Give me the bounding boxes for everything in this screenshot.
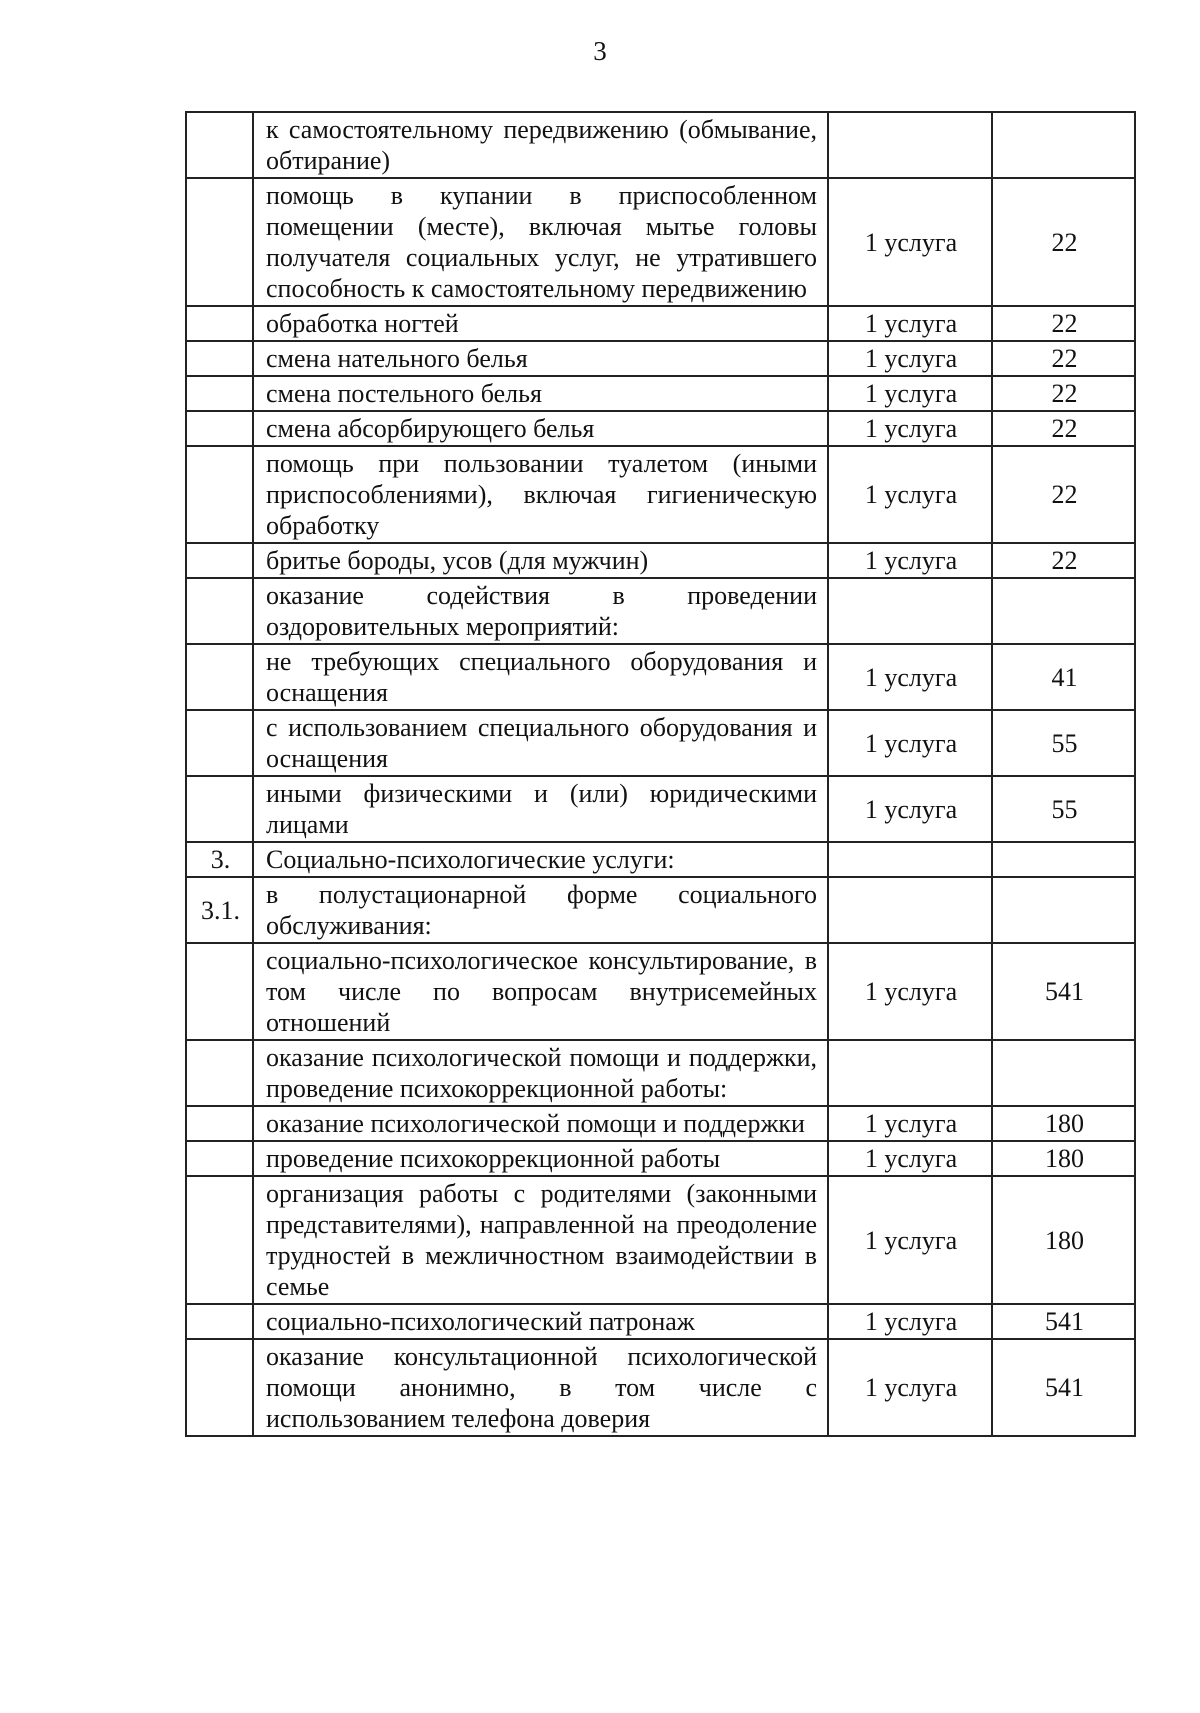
table-row [186, 1339, 1135, 1436]
service-name-cell: социально-психологическое консультирование, в том числе по вопросам внутрисемейных отношений [253, 943, 828, 1040]
row-number-cell [186, 341, 253, 376]
table-row [186, 1141, 1135, 1176]
price-cell: 541 [992, 1304, 1135, 1339]
table-row [186, 644, 1135, 710]
table-row [186, 1040, 1135, 1106]
unit-cell: 1 услуга [828, 1141, 992, 1176]
table-row [186, 112, 1135, 178]
services-table-body [186, 112, 1135, 1436]
table-row [186, 1106, 1135, 1141]
unit-cell: 1 услуга [828, 306, 992, 341]
row-number-cell [186, 1141, 253, 1176]
service-name-cell: обработка ногтей [253, 306, 828, 341]
service-name-cell: организация работы с родителями (законными представителями), направленной на преодоление трудностей в межличностном взаимодействии в семье [253, 1176, 828, 1304]
unit-cell: 1 услуга [828, 376, 992, 411]
table-row [186, 411, 1135, 446]
row-number-cell [186, 411, 253, 446]
service-name-cell: оказание психологической помощи и поддержки [253, 1106, 828, 1141]
row-number-cell [186, 644, 253, 710]
service-name-cell: смена постельного белья [253, 376, 828, 411]
table-row [186, 877, 1135, 943]
unit-cell: 1 услуга [828, 710, 992, 776]
price-cell [992, 842, 1135, 877]
table-row [186, 1176, 1135, 1304]
unit-cell: 1 услуга [828, 1106, 992, 1141]
row-number-cell [186, 776, 253, 842]
table-row [186, 842, 1135, 877]
service-name-cell: проведение психокоррекционной работы [253, 1141, 828, 1176]
service-name-cell: смена абсорбирующего белья [253, 411, 828, 446]
row-number-cell [186, 446, 253, 543]
row-number-cell [186, 376, 253, 411]
unit-cell [828, 842, 992, 877]
price-cell [992, 1040, 1135, 1106]
unit-cell: 1 услуга [828, 543, 992, 578]
row-number-cell: 3. [186, 842, 253, 877]
row-number-cell [186, 1304, 253, 1339]
service-name-cell: помощь в купании в приспособленном помещении (месте), включая мытье головы получателя социальных услуг, не утратившего способность к самостоятельному передвижению [253, 178, 828, 306]
service-name-cell: Социально-психологические услуги: [253, 842, 828, 877]
price-cell: 22 [992, 178, 1135, 306]
unit-cell: 1 услуга [828, 943, 992, 1040]
unit-cell: 1 услуга [828, 1339, 992, 1436]
unit-cell: 1 услуга [828, 1304, 992, 1339]
unit-cell: 1 услуга [828, 776, 992, 842]
row-number-cell [186, 1176, 253, 1304]
unit-cell: 1 услуга [828, 644, 992, 710]
table-row [186, 943, 1135, 1040]
price-cell: 22 [992, 306, 1135, 341]
table-row [186, 1304, 1135, 1339]
service-name-cell: помощь при пользовании туалетом (иными приспособлениями), включая гигиеническую обработку [253, 446, 828, 543]
table-row [186, 543, 1135, 578]
price-cell [992, 877, 1135, 943]
unit-cell: 1 услуга [828, 446, 992, 543]
price-cell: 22 [992, 411, 1135, 446]
table-row [186, 776, 1135, 842]
service-name-cell: иными физическими и (или) юридическими лицами [253, 776, 828, 842]
row-number-cell [186, 578, 253, 644]
table-row [186, 341, 1135, 376]
row-number-cell [186, 1339, 253, 1436]
unit-cell [828, 112, 992, 178]
table-row [186, 306, 1135, 341]
unit-cell: 1 услуга [828, 411, 992, 446]
row-number-cell [186, 1040, 253, 1106]
service-name-cell: с использованием специального оборудования и оснащения [253, 710, 828, 776]
price-cell: 22 [992, 341, 1135, 376]
service-name-cell: оказание консультационной психологической помощи анонимно, в том числе с использованием телефона доверия [253, 1339, 828, 1436]
services-table [185, 111, 1136, 1437]
price-cell: 22 [992, 543, 1135, 578]
price-cell: 41 [992, 644, 1135, 710]
unit-cell [828, 578, 992, 644]
price-cell: 22 [992, 376, 1135, 411]
page-number: 3 [593, 36, 607, 66]
unit-cell: 1 услуга [828, 178, 992, 306]
price-cell: 55 [992, 710, 1135, 776]
row-number-cell: 3.1. [186, 877, 253, 943]
row-number-cell [186, 943, 253, 1040]
service-name-cell: смена нательного белья [253, 341, 828, 376]
row-number-cell [186, 543, 253, 578]
price-cell: 180 [992, 1176, 1135, 1304]
unit-cell [828, 877, 992, 943]
price-cell: 22 [992, 446, 1135, 543]
unit-cell: 1 услуга [828, 341, 992, 376]
table-row [186, 376, 1135, 411]
service-name-cell: социально-психологический патронаж [253, 1304, 828, 1339]
price-cell: 55 [992, 776, 1135, 842]
table-row [186, 178, 1135, 306]
row-number-cell [186, 1106, 253, 1141]
service-name-cell: в полустационарной форме социального обслуживания: [253, 877, 828, 943]
service-name-cell: к самостоятельному передвижению (обмывание, обтирание) [253, 112, 828, 178]
price-cell [992, 112, 1135, 178]
row-number-cell [186, 306, 253, 341]
service-name-cell: не требующих специального оборудования и оснащения [253, 644, 828, 710]
row-number-cell [186, 112, 253, 178]
row-number-cell [186, 710, 253, 776]
service-name-cell: оказание содействия в проведении оздоровительных мероприятий: [253, 578, 828, 644]
unit-cell: 1 услуга [828, 1176, 992, 1304]
price-cell: 541 [992, 943, 1135, 1040]
price-cell [992, 578, 1135, 644]
service-name-cell: бритье бороды, усов (для мужчин) [253, 543, 828, 578]
price-cell: 541 [992, 1339, 1135, 1436]
table-row [186, 446, 1135, 543]
row-number-cell [186, 178, 253, 306]
table-row [186, 710, 1135, 776]
price-cell: 180 [992, 1141, 1135, 1176]
unit-cell [828, 1040, 992, 1106]
service-name-cell: оказание психологической помощи и поддержки, проведение психокоррекционной работы: [253, 1040, 828, 1106]
price-cell: 180 [992, 1106, 1135, 1141]
table-row [186, 578, 1135, 644]
